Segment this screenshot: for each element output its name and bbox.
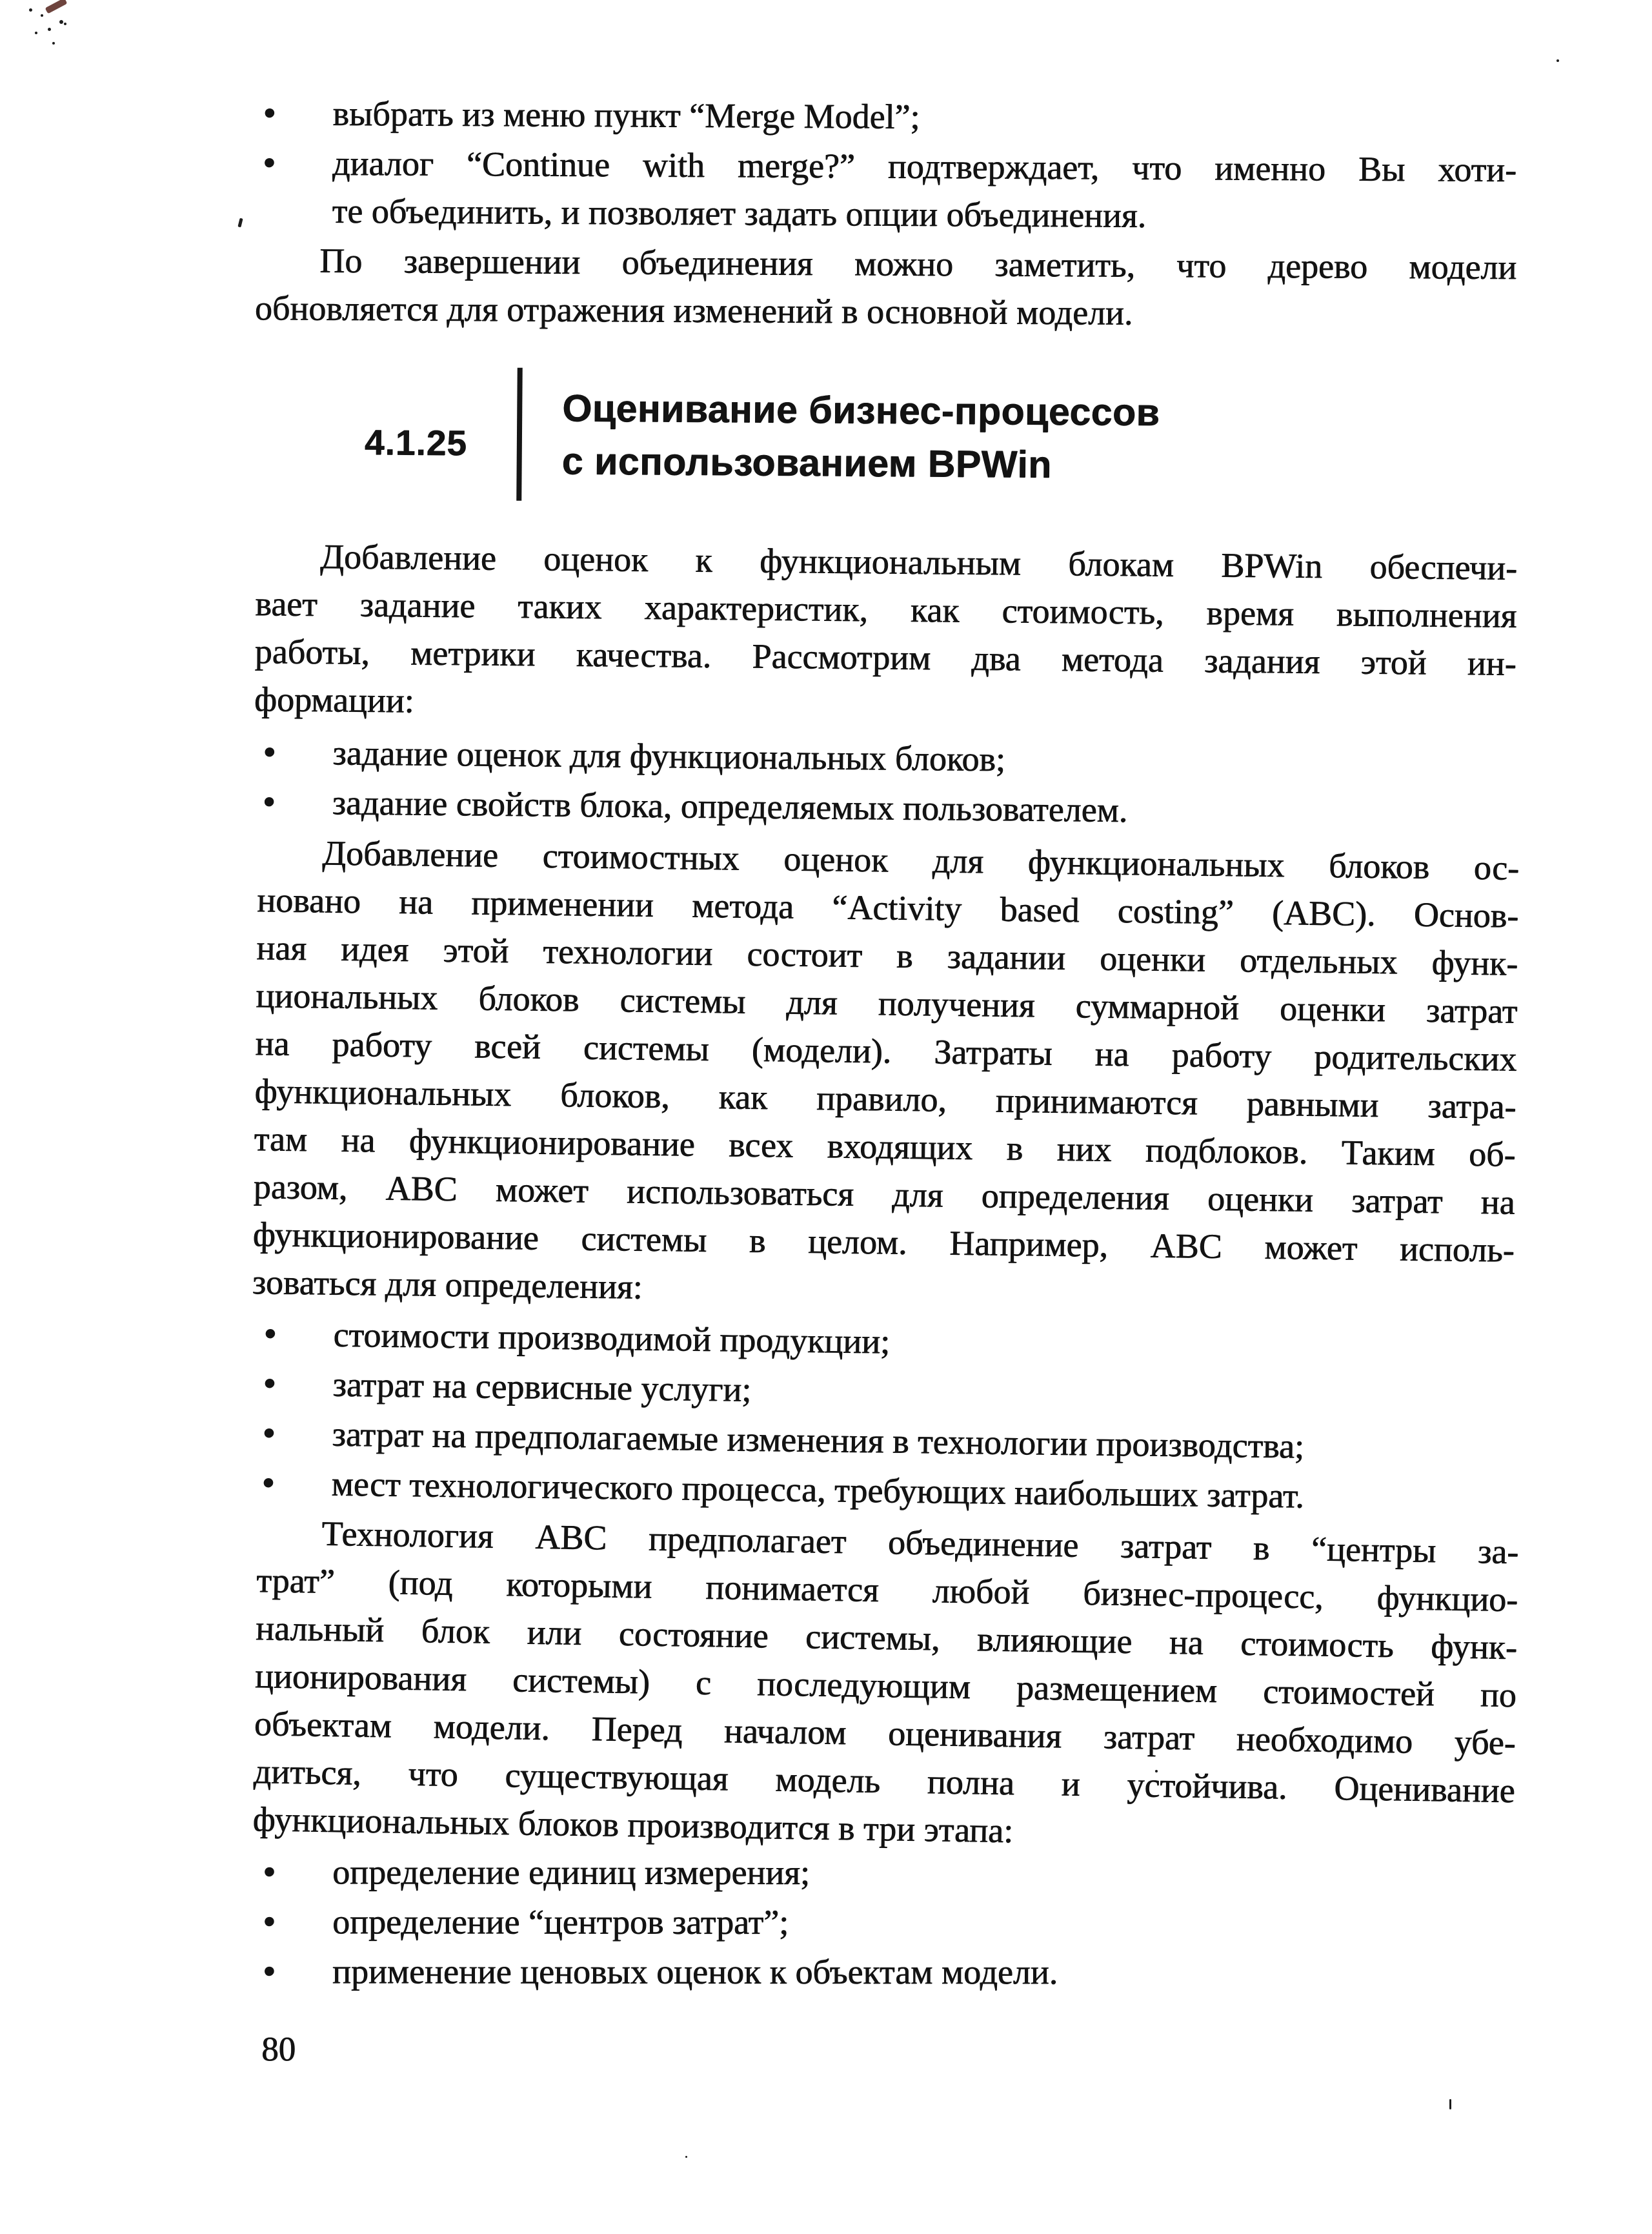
text-line: По завершении объединения можно заметить, что дерево модели bbox=[319, 241, 1517, 287]
text-line: на работу всей системы (модели). Затраты на работу родительских bbox=[255, 1024, 1517, 1079]
text-line: ционирования системы) с последующим размещением стоимостей по bbox=[254, 1656, 1517, 1715]
text-line: Добавление оценок к функциональным блокам BPWin обеспечи- bbox=[319, 536, 1518, 587]
bullet-icon: • bbox=[262, 1900, 276, 1943]
page-number: 80 bbox=[261, 2031, 296, 2068]
paragraph-intro bbox=[254, 532, 1518, 735]
bullet-icon: • bbox=[263, 1851, 276, 1893]
abc-uses-list bbox=[254, 1310, 1518, 1523]
text-line: вает задание таких характеристик, как стоимость, время выполнения bbox=[255, 584, 1517, 635]
section-heading bbox=[364, 367, 1516, 508]
merge-steps-list bbox=[254, 89, 1516, 241]
section-title-line: Оценивание бизнес-процессов bbox=[562, 387, 1160, 434]
bullet-text bbox=[332, 778, 1516, 838]
text-line: нальный блок или состояние системы, влияющие на стоимость функ- bbox=[255, 1609, 1518, 1667]
bullet-icon: • bbox=[263, 1362, 277, 1405]
bullet-icon: • bbox=[262, 141, 276, 184]
scan-speck bbox=[685, 2156, 687, 2158]
text-line: функциональных блоков, как правило, принимаются равными затра- bbox=[254, 1071, 1516, 1126]
text-line: циональных блоков системы для получения суммарной оценки затрат bbox=[256, 976, 1518, 1031]
text-line: ная идея этой технологии состоит в задании оценки отдельных функ- bbox=[256, 928, 1518, 983]
list-item bbox=[254, 778, 1516, 838]
list-item bbox=[254, 139, 1516, 241]
text-line: затрат на сервисные услуги; bbox=[332, 1365, 752, 1409]
list-item bbox=[255, 1848, 1516, 1897]
bullet-text bbox=[332, 1898, 1516, 1947]
text-line: новано на применении метода “Activity based costing” (ABC). Основ- bbox=[256, 880, 1519, 935]
heading-divider bbox=[516, 368, 523, 501]
bullet-text bbox=[332, 729, 1517, 788]
bullet-icon: • bbox=[262, 780, 276, 823]
bullet-icon: • bbox=[263, 92, 276, 134]
text-line: объектам модели. Перед началом оценивания затрат необходимо убе- bbox=[254, 1703, 1516, 1763]
text-line: задание свойств блока, определяемых пользователем. bbox=[332, 783, 1128, 829]
text-line: Добавление стоимостных оценок для функциональных блоков ос- bbox=[321, 833, 1520, 888]
list-item bbox=[255, 89, 1516, 144]
bullet-text bbox=[332, 139, 1516, 241]
bullet-icon: • bbox=[261, 1461, 276, 1504]
text-line: функционирование системы в целом. Например, ABC может исполь- bbox=[252, 1214, 1515, 1270]
costing-stages-list bbox=[255, 1848, 1516, 1996]
list-item bbox=[255, 1898, 1516, 1947]
text-line: мест технологического процесса, требующих наибольших затрат. bbox=[331, 1464, 1305, 1516]
text-line: применение ценовых оценок к объектам модели. bbox=[332, 1952, 1058, 1992]
text-line: разом, ABC может использоваться для определения оценки затрат на bbox=[253, 1166, 1515, 1222]
text-line: определение “центров затрат”; bbox=[332, 1902, 789, 1942]
text-line: формации: bbox=[254, 679, 414, 720]
text-line: диалог “Continue with merge?” подтверждает, что именно Вы хоти- bbox=[332, 143, 1517, 189]
text-line: там на функционирование всех входящих в них подблоков. Таким об- bbox=[254, 1119, 1516, 1174]
paragraph-abc bbox=[252, 828, 1519, 1322]
text-line: те объединить, и позволяет задать опции объединения. bbox=[332, 191, 1147, 235]
text-line: диться, что существующая модель полна и устойчива. Оценивание bbox=[253, 1751, 1515, 1811]
text-line: зоваться для определения: bbox=[252, 1262, 643, 1306]
paragraph-technology bbox=[252, 1508, 1519, 1862]
bullet-text bbox=[332, 1947, 1516, 1996]
bullet-text bbox=[332, 90, 1516, 144]
bullet-icon: • bbox=[263, 1312, 277, 1355]
text-line: трат” (под которыми понимается любой бизнес-процесс, функцио- bbox=[256, 1561, 1518, 1620]
list-item bbox=[255, 1947, 1516, 1996]
section-title-line: с использованием BPWin bbox=[561, 440, 1052, 486]
text-line: обновляется для отражения изменений в основной модели. bbox=[254, 288, 1133, 332]
text-line: функциональных блоков производится в три этапа: bbox=[252, 1799, 1014, 1851]
estimation-methods-list bbox=[254, 728, 1516, 838]
section-number: 4.1.25 bbox=[364, 422, 468, 463]
section-title bbox=[561, 381, 1160, 492]
text-line: определение единиц измерения; bbox=[332, 1853, 810, 1892]
text-line: стоимости производимой продукции; bbox=[333, 1315, 891, 1361]
bullet-icon: • bbox=[262, 1950, 276, 1993]
bullet-icon: • bbox=[262, 1412, 276, 1454]
text-line: задание оценок для функциональных блоков; bbox=[332, 733, 1006, 779]
text-line: затрат на предполагаемые изменения в технологии производства; bbox=[332, 1414, 1305, 1466]
text-line: выбрать из меню пункт “Merge Model”; bbox=[332, 94, 920, 136]
paragraph-merge-result bbox=[255, 236, 1517, 339]
bullet-icon: • bbox=[263, 731, 276, 773]
scan-speck bbox=[1449, 2099, 1451, 2109]
text-line: Технология ABC предполагает объединение затрат в “центры за- bbox=[321, 1514, 1519, 1572]
bullet-text bbox=[332, 1848, 1516, 1897]
text-line: работы, метрики качества. Рассмотрим два метода задания этой ин- bbox=[254, 631, 1516, 683]
